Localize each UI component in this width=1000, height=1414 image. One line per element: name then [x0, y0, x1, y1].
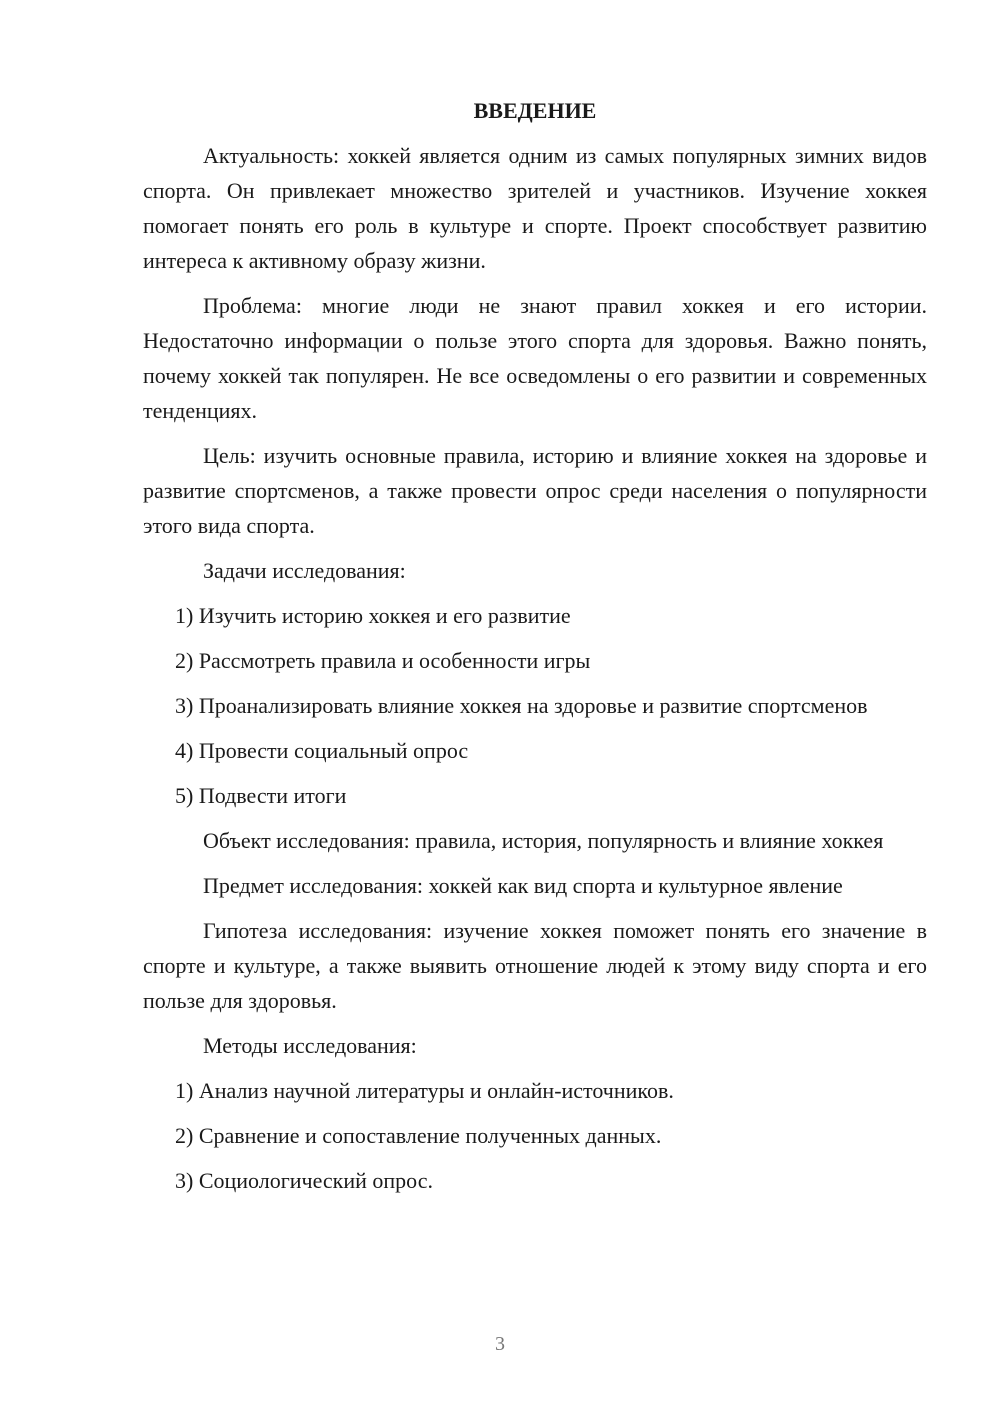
paragraph-object: Объект исследования: правила, история, популярность и влияние хоккея	[203, 828, 884, 853]
task-item-3: 3) Проанализировать влияние хоккея на здоровье и развитие спортсменов	[175, 693, 868, 718]
task-item-2: 2) Рассмотреть правила и особенности игры	[175, 648, 591, 673]
tasks-heading: Задачи исследования:	[203, 558, 406, 583]
paragraph-subject: Предмет исследования: хоккей как вид спорта и культурное явление	[203, 873, 843, 898]
task-item-4: 4) Провести социальный опрос	[175, 738, 469, 763]
page-number: 3	[495, 1333, 505, 1355]
task-item-1: 1) Изучить историю хоккея и его развитие	[175, 603, 571, 628]
paragraph-problem: Проблема: многие люди не знают правил хоккея и его истории. Недостаточно информации о пользе этого спорта для здоровья. Важно понять, почему хоккей так популярен. Не все осведомлены о его развитии и современных тенденциях.	[143, 293, 927, 423]
page-title: ВВЕДЕНИЕ	[473, 98, 597, 123]
method-item-2: 2) Сравнение и сопоставление полученных данных.	[175, 1123, 662, 1148]
method-item-1: 1) Анализ научной литературы и онлайн-источников.	[175, 1078, 674, 1103]
page-content	[143, 94, 927, 1208]
paragraph-hypothesis: Гипотеза исследования: изучение хоккея поможет понять его значение в спорте и культуре, а также выявить отношение людей к этому виду спорта и его пользе для здоровья.	[143, 918, 927, 1013]
paragraph-relevance: Актуальность: хоккей является одним из самых популярных зимних видов спорта. Он привлекает множество зрителей и участников. Изучение хоккея помогает понять его роль в культуре и спорте. Проект способствует развитию интереса к активному образу жизни.	[143, 143, 927, 273]
method-item-3: 3) Социологический опрос.	[175, 1168, 433, 1193]
methods-heading: Методы исследования:	[203, 1033, 417, 1058]
task-item-5: 5) Подвести итоги	[175, 783, 347, 808]
paragraph-goal: Цель: изучить основные правила, историю и влияние хоккея на здоровье и развитие спортсменов, а также провести опрос среди населения о популярности этого вида спорта.	[143, 443, 927, 538]
